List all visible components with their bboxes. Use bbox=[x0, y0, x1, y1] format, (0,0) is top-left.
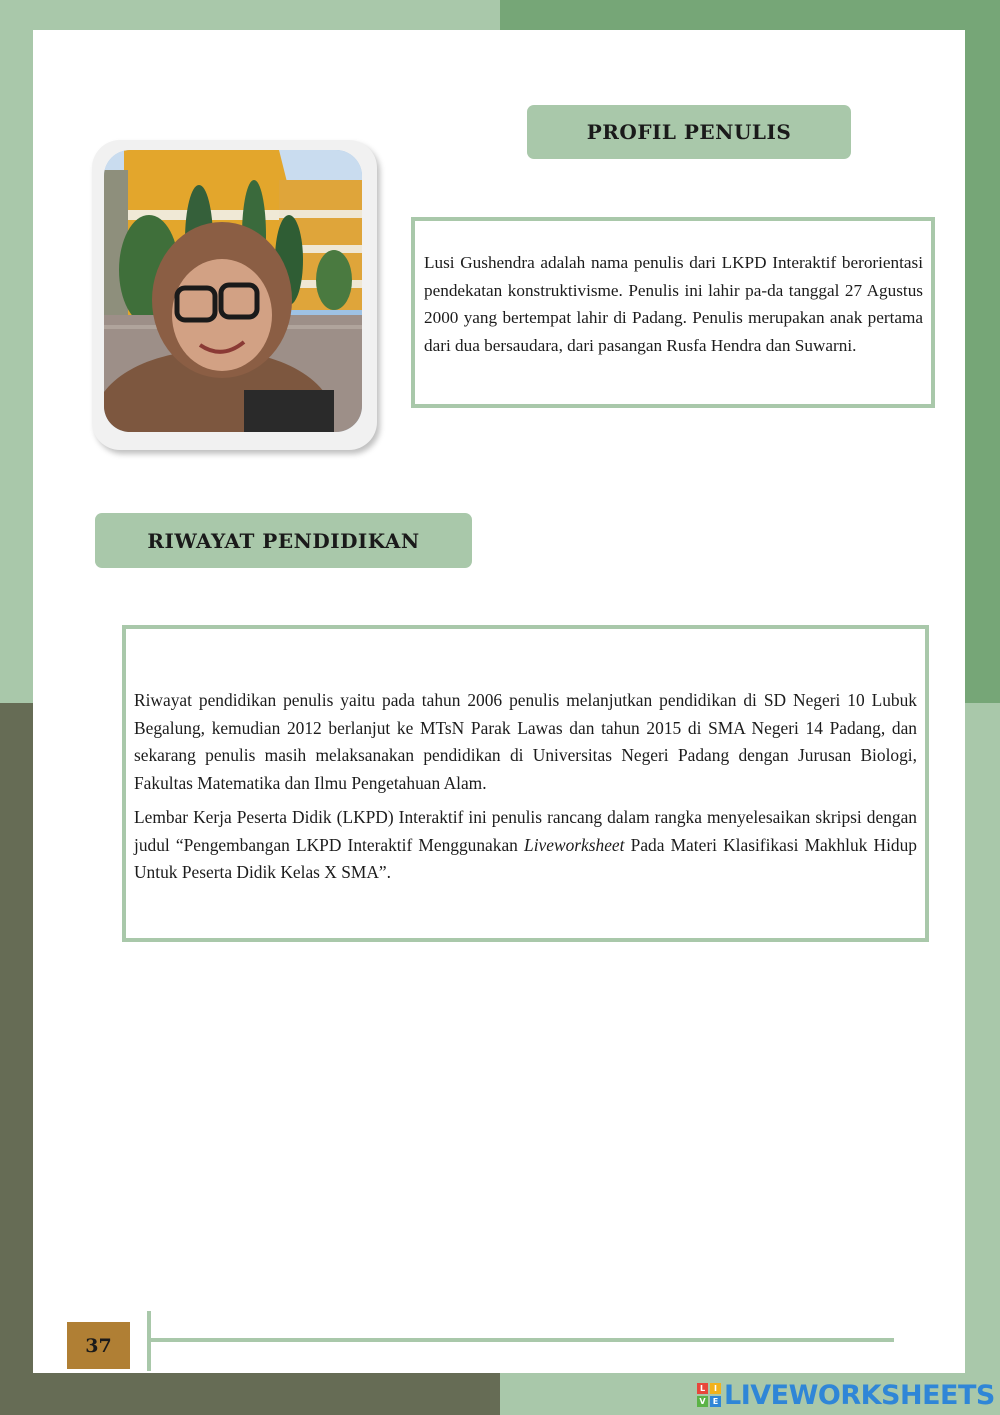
logo-text: LIVEWORKSHEETS bbox=[724, 1379, 995, 1411]
education-heading bbox=[95, 513, 472, 568]
logo-icon bbox=[697, 1383, 721, 1407]
liveworksheets-logo[interactable] bbox=[697, 1379, 995, 1411]
page-number-text: 37 bbox=[85, 1334, 112, 1357]
top-left-band bbox=[0, 0, 500, 30]
logo-letter-i: I bbox=[710, 1383, 721, 1394]
education-paragraph-2-italic: Liveworksheet bbox=[524, 834, 625, 855]
education-paragraph-2 bbox=[134, 804, 917, 887]
education-paragraph-2-before: Lembar Kerja Peserta Didik (LKPD) Interaktif ini penulis rancang dalam rangka menyelesaikan skripsi dengan judul “Pengembangan LKPD Interaktif Menggunakan bbox=[134, 807, 917, 855]
logo-letter-l: L bbox=[697, 1383, 708, 1394]
education-heading-text: RIWAYAT PENDIDIKAN bbox=[147, 528, 420, 553]
education-paragraph-1: Riwayat pendidikan penulis yaitu pada tahun 2006 penulis melanjutkan pendidikan di SD Negeri 10 Lubuk Begalung, kemudian 2012 berlanjut ke MTsN Parak Lawas dan tahun 2015 di SMA Negeri 14 Padang, dan sekarang penulis masih melaksanakan pendidikan di Universitas Negeri Padang dengan Jurusan Biologi, Fakultas Matematika dan Ilmu Pengetahuan Alam. bbox=[134, 690, 917, 793]
author-photo bbox=[104, 150, 362, 432]
logo-letter-e: E bbox=[710, 1396, 721, 1407]
education-box bbox=[122, 625, 929, 942]
education-paragraph-2-after: Pada Materi Klasifikasi Makhluk Hidup Untuk Peserta Didik Kelas X SMA”. bbox=[134, 834, 917, 882]
right-upper-band bbox=[965, 0, 1000, 703]
footer-horizontal-rule bbox=[151, 1338, 894, 1342]
top-right-band bbox=[500, 0, 1000, 30]
left-lower-band bbox=[0, 703, 33, 1415]
page-number bbox=[67, 1322, 130, 1369]
left-upper-band bbox=[0, 0, 33, 703]
profile-heading-text: PROFIL PENULIS bbox=[586, 120, 792, 144]
right-lower-band bbox=[965, 703, 1000, 1415]
profile-bio-box bbox=[411, 217, 935, 408]
bottom-left-band bbox=[0, 1373, 500, 1415]
profile-bio-text: Lusi Gushendra adalah nama penulis dari LKPD Interaktif berorientasi pendekatan konstruktivisme. Penulis ini lahir pa-da tanggal 27 Agustus 2000 yang bertempat lahir di Padang. Penulis merupakan anak pertama dari dua bersaudara, dari pasangan Rusfa Hendra dan Suwarni. bbox=[424, 253, 923, 355]
profile-heading bbox=[527, 105, 851, 159]
logo-letter-v: V bbox=[697, 1396, 708, 1407]
